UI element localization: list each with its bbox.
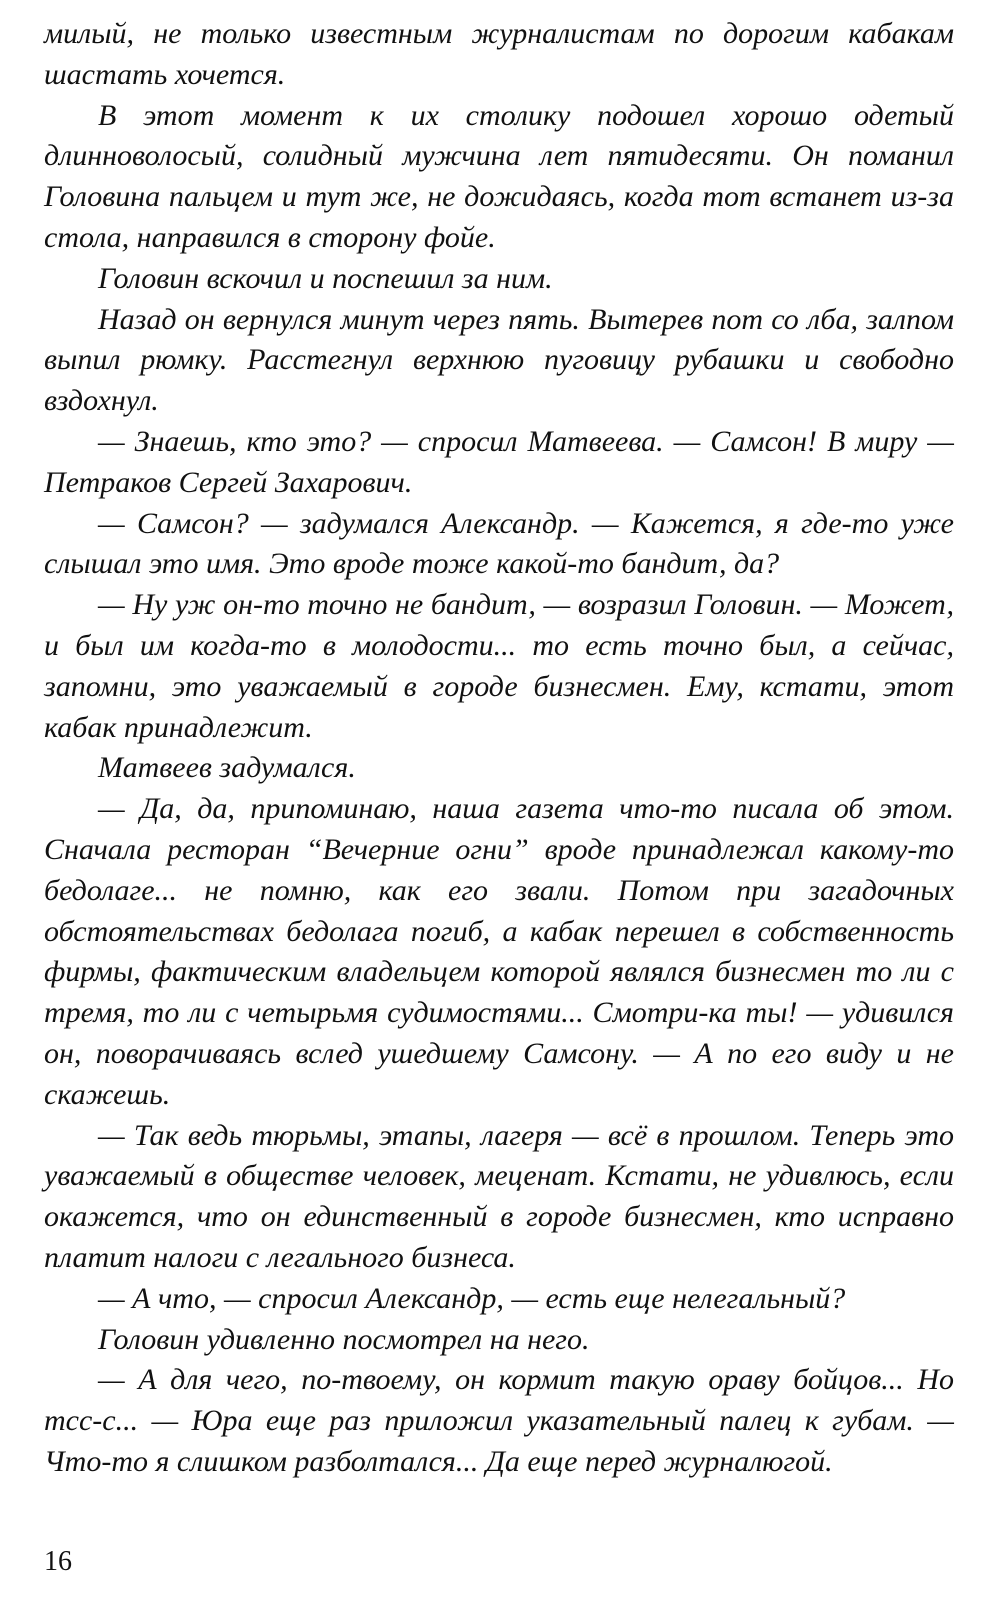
- page-number: 16: [44, 1546, 72, 1577]
- paragraph-10: — Так ведь тюрьмы, этапы, лагеря — всё в прошлом. Теперь это уважаемый в обществе человек, меценат. Кстати, не удивлюсь, если окажется, что он единственный в городе бизнесмен, кто исправно платит налоги с легального бизнеса.: [44, 1118, 954, 1274]
- paragraph-4: Назад он вернулся минут через пять. Вытерев пот со лба, залпом выпил рюмку. Расстегнул верхнюю пуговицу рубашки и свободно вздохнул.: [44, 302, 954, 418]
- paragraph-13: — А для чего, по-твоему, он кормит такую ораву бойцов... Но тсс-с... — Юра еще раз приложил указательный палец к губам. — Что-то я слишком разболтался... Да еще перед журналюгой.: [44, 1363, 954, 1478]
- paragraph-11: — А что, — спросил Александр, — есть еще нелегальный?: [98, 1281, 846, 1315]
- paragraph-1: милый, не только известным журналистам по дорогим кабакам шастать хочется.: [44, 17, 954, 91]
- paragraph-8: Матвеев задумался.: [98, 751, 356, 785]
- paragraph-12: Головин удивленно посмотрел на него.: [98, 1322, 590, 1356]
- paragraph-5: — Знаешь, кто это? — спросил Матвеева. — Самсон! В миру — Петраков Сергей Захарович.: [44, 424, 954, 499]
- paragraph-6: — Самсон? — задумался Александр. — Кажется, я где-то уже слышал это имя. Это вроде тоже какой-то бандит, да?: [44, 506, 954, 581]
- paragraph-7: — Ну уж он-то точно не бандит, — возразил Головин. — Может, и был им когда-то в молодости... то есть точно был, а сейчас, запомни, это уважаемый в городе бизнесмен. Ему, кстати, этот кабак принадлежит.: [44, 588, 954, 744]
- paragraph-2: В этот момент к их столику подошел хорошо одетый длинноволосый, солидный мужчина лет пятидесяти. Он поманил Головина пальцем и тут же, не дожидаясь, когда тот встанет из-за стола, направился в сторону фойе.: [44, 98, 954, 254]
- page-text: [44, 14, 954, 1483]
- paragraph-9: — Да, да, припоминаю, наша газета что-то писала об этом. Сначала ресторан “Вечерние огни” вроде принадлежал какому-то бедолаге... не помню, как его звали. Потом при загадочных обстоятельствах бедолага погиб, а кабак перешел в собственность фирмы, фактическим владельцем которой являлся бизнесмен то ли с тремя, то ли с четырьмя судимостями... Смотри-ка ты! — удивился он, поворачиваясь вслед ушедшему Самсону. — А по его виду и не скажешь.: [44, 792, 954, 1111]
- paragraph-3: Головин вскочил и поспешил за ним.: [98, 261, 553, 295]
